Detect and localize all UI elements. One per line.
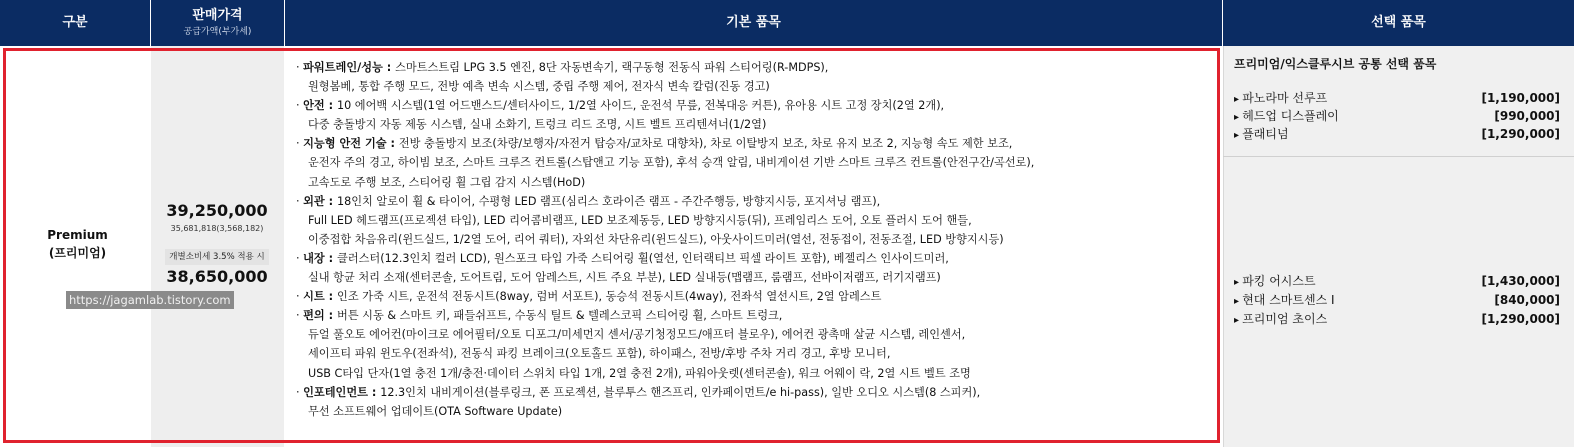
header-category-label: 구분 [62, 15, 88, 30]
option-item [1234, 273, 1560, 291]
option-item [1234, 292, 1560, 310]
basic-item-category: 내장 : [303, 251, 338, 265]
basic-item-category: 편의 : [303, 309, 338, 323]
basic-item-line [296, 192, 1216, 211]
basic-item-text: 12.3인치 내비게이션(블루링크, 폰 프로젝션, 블루투스 핸즈프리, 인카페이먼트/e hi-pass), 일반 오디오 시스템(8 스피커), [380, 385, 981, 399]
basic-item-line [296, 364, 1216, 383]
option-name: ▸ 프리미엄 초이스 [1234, 311, 1327, 329]
basic-item-line [296, 115, 1216, 134]
bullet-icon: · [296, 290, 304, 304]
price-detail: 35,681,818(3,568,182) [170, 223, 264, 233]
basic-item-line [296, 344, 1216, 363]
basic-item-line [296, 402, 1216, 421]
basic-item-category: 안전 : [303, 99, 338, 113]
bullet-icon: · [296, 385, 304, 399]
basic-item-text: 듀얼 풀오토 에어컨(마이크로 에어필터/오토 디포그/미세먼지 센서/공기청정모드/애프터 블로우), 에어컨 광촉매 살균 시스템, 레인센서, [308, 328, 966, 342]
basic-item-line [296, 153, 1216, 172]
basic-item-category: 지능형 안전 기술 : [303, 137, 399, 151]
option-item [1234, 311, 1560, 329]
tax-note-badge: 개별소비세 3.5% 적용 시 [165, 249, 268, 265]
basic-item-line [296, 306, 1216, 325]
basic-item-text: 세이프티 파워 윈도우(전좌석), 전동식 파킹 브레이크(오토홀드 포함), 하이패스, 전방/후방 주차 거리 경고, 후방 모니터, [308, 347, 891, 361]
basic-item-text: USB C타입 단자(1열 충전 1개/충전·데이터 스위치 타입 1개, 2열 충전 2개), 파워아웃렛(센터콘솔), 워크 어웨이 락, 2열 시트 벨트 조명 [308, 366, 971, 380]
option-name: ▸ 플래티넘 [1234, 126, 1289, 144]
header-price-sub: 공급가액(부가세) [183, 27, 252, 37]
basic-item-line [296, 173, 1216, 192]
option-price: [1,430,000] [1481, 274, 1560, 288]
basic-item-line [296, 325, 1216, 344]
option-price: [1,290,000] [1481, 127, 1560, 141]
basic-item-text: 스마트스트림 LPG 3.5 엔진, 8단 자동변속기, 랙구동형 전동식 파워 스티어링(R-MDPS), [395, 61, 829, 74]
basic-item-text: Full LED 헤드램프(프로젝션 타입), LED 리어콤비램프, LED 보조제동등, LED 방향지시등(뒤), 프레임리스 도어, 오토 플러시 도어 핸들, [308, 213, 972, 227]
basic-item-text: 실내 항균 처리 소재(센터콘솔, 도어트림, 도어 암레스트, 시트 주요 부분), LED 실내등(맵램프, 룸램프, 선바이저램프, 러기지램프) [308, 271, 941, 285]
option-price: [990,000] [1494, 109, 1560, 123]
option-name: ▸ 현대 스마트센스 Ⅰ [1234, 292, 1335, 310]
options-group-title: 프리미엄/익스클루시브 공통 선택 품목 [1234, 57, 1437, 71]
option-price: [1,290,000] [1481, 312, 1560, 326]
option-price: [1,190,000] [1481, 91, 1560, 105]
bullet-icon: · [296, 137, 304, 151]
header-options [1223, 0, 1574, 46]
basic-item-line [296, 230, 1216, 249]
basic-items-list [296, 58, 1216, 421]
basic-item-line [296, 134, 1216, 153]
basic-item-category: 외관 : [303, 194, 338, 208]
category-name-ko: (프리미엄) [48, 245, 107, 260]
option-name: ▸ 파킹 어시스트 [1234, 273, 1316, 291]
basic-item-line [296, 77, 1216, 96]
basic-item-line [296, 58, 1216, 77]
category-cell [6, 46, 149, 441]
basic-item-text: 10 에어백 시스템(1열 어드밴스드/센터사이드, 1/2열 사이드, 운전석 무릎, 전복대응 커튼), 유아용 시트 고정 장치(2열 2개), [337, 99, 945, 113]
basic-item-text: 운전자 주의 경고, 하이빔 보조, 스마트 크루즈 컨트롤(스탑앤고 기능 포함), 후석 승객 알림, 내비게이션 기반 스마트 크루즈 컨트롤(안전구간/곡선로), [308, 156, 1035, 170]
basic-item-text: 전방 충돌방지 보조(차량/보행자/자전거 탑승자/교차로 대향차), 차로 이탈방지 보조, 차로 유지 보조 2, 지능형 속도 제한 보조, [398, 137, 1013, 151]
price-main: 39,250,000 [166, 200, 268, 220]
option-item [1234, 126, 1560, 144]
header-options-label: 선택 품목 [1371, 15, 1426, 30]
bullet-icon: · [296, 194, 304, 208]
basic-item-line [296, 249, 1216, 268]
watermark-url: https://jagamlab.tistory.com [66, 291, 234, 309]
option-item [1234, 108, 1560, 126]
header-price-label: 판매가격 [192, 8, 243, 23]
bullet-icon: · [296, 99, 304, 113]
basic-item-text: 인조 가죽 시트, 운전석 전동시트(8way, 럼버 서포트), 동승석 전동시트(4way), 전좌석 열선시트, 2열 암레스트 [337, 290, 882, 304]
price-cell [152, 46, 282, 441]
option-name: ▸ 헤드업 디스플레이 [1234, 108, 1339, 126]
options-row-divider [1223, 156, 1574, 157]
header-basic-label: 기본 품목 [726, 15, 781, 30]
basic-item-text: 18인치 알로이 휠 & 타이어, 수평형 LED 램프(심리스 호라이즌 램프 - 주간주행등, 방향지시등, 포지셔닝 램프), [337, 194, 881, 208]
header-price [151, 0, 284, 46]
bullet-icon: · [296, 309, 304, 323]
basic-item-category: 인포테인먼트 : [303, 385, 381, 399]
basic-item-text: 무선 소프트웨어 업데이트(OTA Software Update) [308, 404, 563, 418]
price-with-tax: 38,650,000 [166, 266, 268, 286]
basic-item-line [296, 96, 1216, 115]
basic-item-text: 이중접합 차음유리(윈드실드, 1/2열 도어, 리어 쿼터), 자외선 차단유리(윈드실드), 아웃사이드미러(열선, 전동접이, 전동조절, LED 방향지시등) [308, 232, 1004, 246]
basic-item-text: 다중 충돌방지 자동 제동 시스템, 실내 소화기, 트렁크 리드 조명, 시트 벨트 프리텐셔너(1/2열) [308, 118, 767, 132]
basic-item-text: 원형봄베, 통합 주행 모드, 전방 예측 변속 시스템, 중립 주행 제어, 전자식 변속 칼럼(진동 경고) [308, 80, 770, 94]
basic-item-line [296, 383, 1216, 402]
option-item [1234, 90, 1560, 108]
basic-item-text: 고속도로 주행 보조, 스티어링 휠 그립 감지 시스템(HoD) [308, 175, 586, 189]
basic-item-line [296, 287, 1216, 306]
basic-item-text: 버튼 시동 & 스마트 키, 패들쉬프트, 수동식 틸트 & 텔레스코픽 스티어링 휠, 스마트 트렁크, [337, 309, 783, 323]
bullet-icon: · [296, 251, 304, 265]
basic-item-line [296, 211, 1216, 230]
basic-item-line [296, 268, 1216, 287]
category-name-en: Premium [47, 227, 108, 242]
option-name: ▸ 파노라마 선루프 [1234, 90, 1327, 108]
basic-item-category: 시트 : [303, 290, 338, 304]
header-basic [285, 0, 1222, 46]
option-price: [840,000] [1494, 293, 1560, 307]
column-divider [1223, 46, 1224, 447]
basic-item-text: 클러스터(12.3인치 컬러 LCD), 원스포크 타입 가죽 스티어링 휠(열선, 인터랙티브 픽셀 라이트 포함), 베젤리스 인사이드미러, [337, 251, 949, 265]
bullet-icon: · [296, 61, 304, 74]
basic-item-category: 파워트레인/성능 : [303, 61, 396, 74]
header-category [0, 0, 150, 46]
